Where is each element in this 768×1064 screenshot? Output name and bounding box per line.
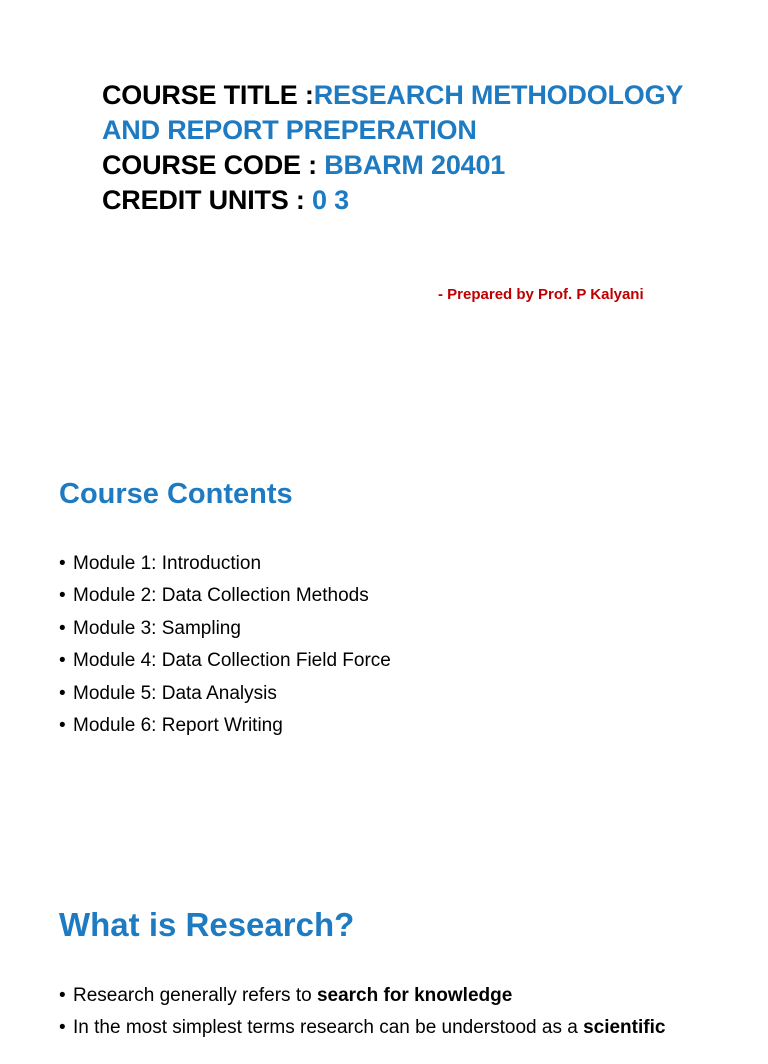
bullet-dot: •: [59, 650, 66, 672]
bullet-dot: •: [59, 985, 66, 1006]
course-code-line: [102, 148, 702, 183]
list-item: [59, 645, 391, 677]
bullet-text: In the most simplest terms research can be understood as a: [73, 1017, 584, 1039]
bullet-dot: •: [59, 682, 66, 704]
course-title-value-line2: AND REPORT PREPERATION: [102, 115, 477, 145]
module-list: [59, 548, 391, 742]
credit-units-line: [102, 183, 702, 218]
list-item: [59, 613, 391, 645]
prepared-by-credit: - Prepared by Prof. P Kalyani: [438, 286, 644, 303]
bullet-dot: •: [59, 617, 66, 639]
slide-separator: [0, 400, 768, 432]
course-info-block: [102, 78, 702, 218]
list-item: [59, 980, 665, 1012]
what-is-research-slide: [0, 864, 768, 1064]
list-item: [59, 580, 391, 612]
what-is-research-heading: What is Research?: [59, 906, 355, 943]
course-title-line: [102, 78, 702, 113]
bullet-dot: •: [59, 715, 66, 737]
module-label: Module 5: Data Analysis: [73, 682, 277, 704]
bullet-dot: •: [59, 1017, 66, 1039]
course-code-value: BBARM 20401: [324, 150, 506, 180]
bullet-emphasis: search for knowledge: [316, 985, 513, 1006]
list-item: [59, 1012, 665, 1044]
bullet-dot: •: [59, 585, 66, 607]
course-contents-slide: [0, 432, 768, 832]
module-label: Module 1: Introduction: [73, 553, 262, 574]
list-item: [59, 678, 391, 710]
credit-units-value: 0 3: [312, 185, 349, 215]
bullet-text: Research generally refers to: [73, 985, 317, 1006]
credit-units-label: CREDIT UNITS :: [102, 185, 312, 215]
bullet-emphasis: scientific: [583, 1017, 666, 1039]
module-label: Module 4: Data Collection Field Force: [73, 650, 391, 672]
course-title-value-line1: RESEARCH METHODOLOGY: [313, 80, 684, 110]
bullet-dot: •: [59, 553, 66, 574]
course-contents-heading: Course Contents: [59, 478, 293, 510]
module-label: Module 2: Data Collection Methods: [73, 585, 369, 607]
research-bullet-list: [59, 980, 665, 1045]
course-code-label: COURSE CODE :: [102, 150, 325, 180]
slide-separator: [0, 832, 768, 864]
module-label: Module 6: Report Writing: [73, 715, 283, 737]
course-title-label: COURSE TITLE :: [102, 80, 314, 110]
module-label: Module 3: Sampling: [73, 617, 241, 639]
title-slide: [0, 0, 768, 400]
list-item: [59, 710, 391, 742]
list-item: [59, 548, 391, 580]
